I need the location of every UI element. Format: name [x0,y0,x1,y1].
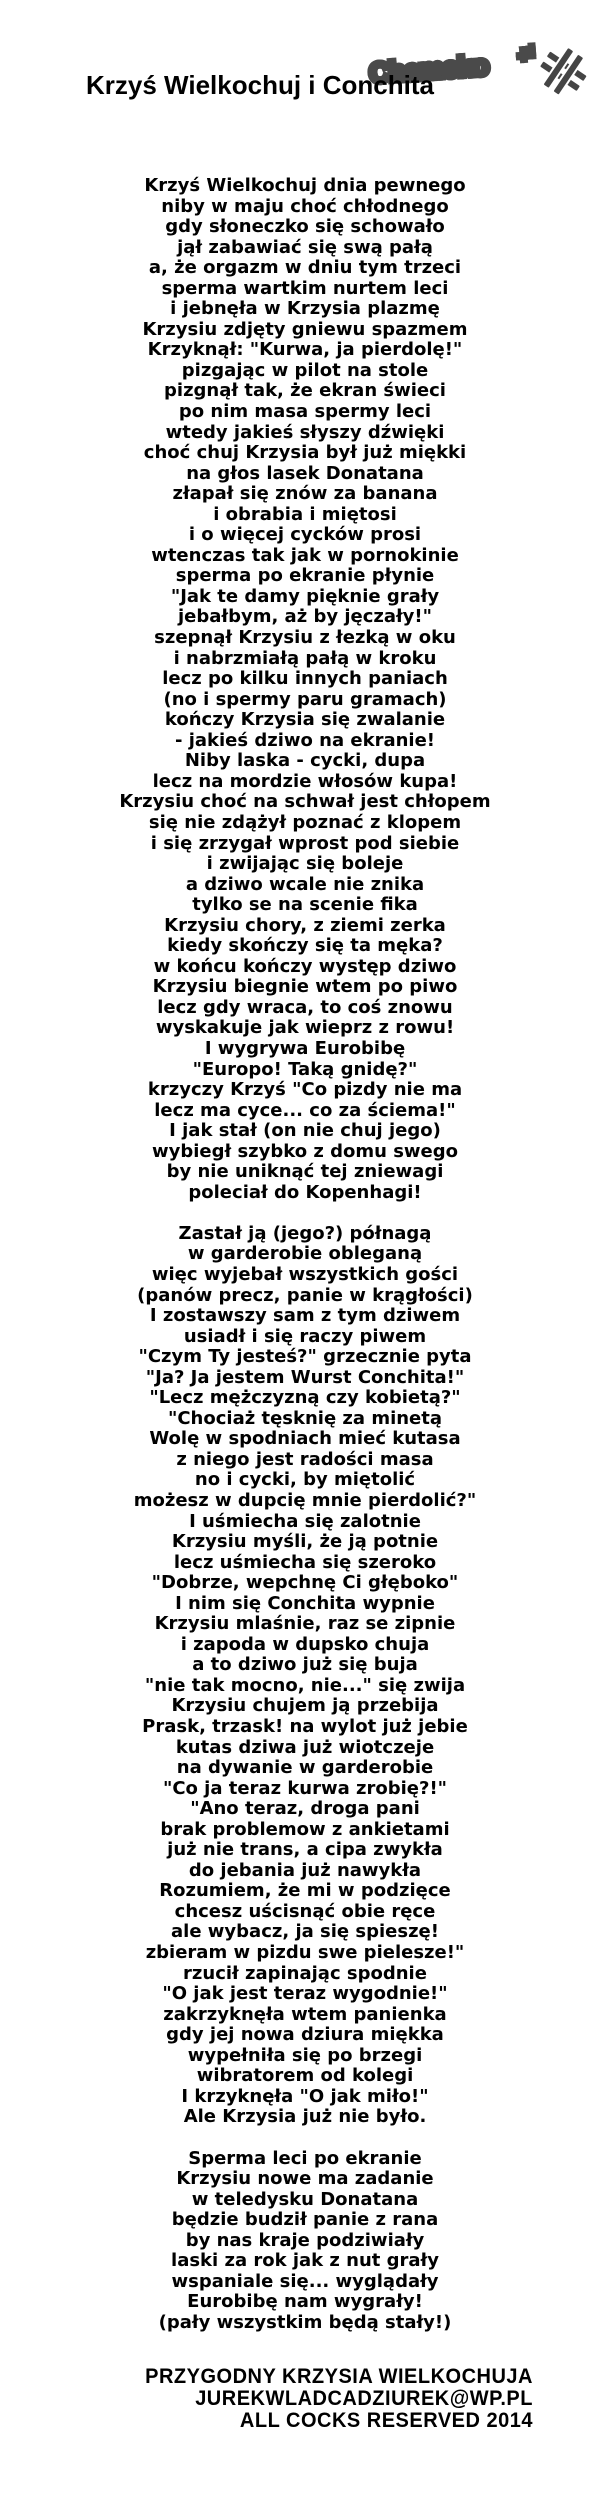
logo-brand-outline: Chamsko [368,49,490,89]
poem-line: "nie tak mocno, nie..." się zwija [144,1674,466,1696]
poem-line: kiedy skończy się ta męka? [167,935,443,957]
poem-line: po nim masa spermy leci [178,401,432,423]
poem-line: lecz na mordzie włosów kupa! [152,770,458,792]
poem-line: - jakieś dziwo na ekranie! [174,729,435,751]
footer-line: ALL COCKS RESERVED 2014 [239,2409,533,2433]
poem-line: krzyczy Krzyś "Co pizdy nie ma [147,1079,463,1101]
poem-line: ale wybacz, ja się spieszę! [171,1921,439,1943]
poem-line: I wygrywa Eurobibę [204,1037,406,1059]
poem-line: usiadł i się raczy piwem [183,1325,427,1347]
poem-line: brak problemow z ankietami [160,1818,450,1840]
poem-line: gdy słoneczko się schowało [165,216,445,238]
poem-line: "Chociaż tęsknię za minetą [167,1407,443,1429]
poem-line: sperma wartkim nurtem leci [161,277,449,299]
poem-line: I krzyknęła "O jak miło!" [181,2085,429,2107]
poem-line: "Europo! Taką gnidę?" [192,1058,418,1080]
poem-line: a, że orgazm w dniu tym trzeci [148,257,462,279]
page-title: Krzyś Wielkochuj i Conchita [86,70,434,100]
poem-line: (no i spermy paru gramach) [163,688,447,710]
poem-line: gdy jej nowa dziura miękka [166,2024,444,2046]
stanza-gap [5,2128,600,2149]
poem-line: pizgnął tak, że ekran świeci [164,380,446,402]
footer-line: JUREKWLADCADZIUREK@WP.PL [195,2387,533,2411]
poem-line: będzie budził panie z rana [171,2209,439,2231]
poem-line: kutas dziwa już wiotczeje [175,1736,435,1758]
poem-line: z niego jest radości masa [176,1448,434,1470]
poem-line: wtenczas tak jak w pornokinie [151,544,459,566]
poem-line: "Ja? Ja jestem Wurst Conchita!" [145,1366,465,1388]
poem-line: i się zrzygał wprost pod siebie [150,832,460,854]
poem-line: już nie trans, a cipa zwykła [167,1839,443,1861]
poem-line: i jebnęła w Krzysia plazmę [170,298,440,320]
poem-line: i obrabia i miętosi [213,503,397,525]
poem-line: zakrzyknęła wtem panienka [163,2003,447,2025]
poem-line: Krzysiu mlaśnie, raz se zipnie [154,1613,456,1635]
logo-tld-outline: .pl [517,43,535,62]
poem-line: laski za rok jak z nut grały [171,2250,439,2272]
poem-line: Krzysiu biegnie wtem po piwo [152,976,458,998]
poem-line: Wolę w spodniach mieć kutasa [149,1428,461,1450]
poem-line: "Dobrze, wepchnę Ci głęboko" [151,1572,459,1594]
poem-line: i nabrzmiałą pałą w kroku [173,647,437,669]
poem-line: Krzysiu chujem ją przebija [171,1695,439,1717]
logo-tld-fill: .pl [486,28,505,47]
poem-line: Krzysiu nowe ma zadanie [176,2168,434,2190]
poem-line: na dywanie w garderobie [176,1757,434,1779]
poem-line: tylko se na scenie fika [192,894,418,916]
poem-line: lecz uśmiecha się szeroko [173,1551,437,1573]
logo-brand-fill: Chamsko [312,21,434,61]
poem-line: a dziwo wcale nie znika [185,873,425,895]
poem-line: chcesz uścisnąć obie ręce [174,1900,436,1922]
footer-line: PRZYGODNY KRZYSIA WIELKOCHUJA [145,2364,533,2389]
poem-line: no i cycki, by miętolić [194,1469,416,1491]
poem-line: się nie zdążył poznać z klopem [148,811,462,833]
poem-line: I jak stał (on nie chuj jego) [169,1120,441,1142]
poem-line: w końcu kończy występ dziwo [153,955,457,977]
poem-line: jął zabawiać się swą pałą [177,236,433,258]
poem-line: Krzyś Wielkochuj dnia pewnego [144,175,466,196]
poem-line: lecz po kilku innych paniach [162,668,448,690]
poem-line: do jebania już nawykła [188,1859,422,1881]
stanza-gap [5,1203,600,1224]
poem-line: Krzysiu myśli, że ją potnie [171,1531,439,1553]
poem-line: lecz gdy wraca, to coś znowu [157,996,453,1018]
poem-line: "Jak te damy pięknie grały [170,585,440,607]
poem-line: by nas kraje podziwiały [185,2229,425,2251]
poem-line: (pały wszystkim będą stały!) [158,2311,452,2333]
poem-line: w garderobie obleganą [187,1243,423,1265]
hash-icon [536,44,592,103]
poem-line: wtedy jakieś słyszy dźwięki [165,421,445,443]
poem-line: "Lecz mężczyzną czy kobietą?" [149,1387,461,1409]
poem-line: zbieram w pizdu swe pielesze!" [145,1942,465,1964]
poem-line: rzucił zapinając spodnie [183,1962,427,1984]
poem-line: Prask, trzask! na wylot już jebie [142,1716,468,1738]
poem [5,176,600,2333]
poem-line: w teledysku Donatana [191,2188,419,2210]
poem-line: Rozumiem, że mi w podzięce [159,1880,451,1902]
poem-line: Sperma leci po ekranie [188,2147,422,2169]
poem-line: I uśmiecha się zalotnie [189,1510,421,1532]
poem-line: I zostawszy sam z tym dziwem [149,1305,461,1327]
poem-line: a to dziwo już się buja [192,1654,418,1676]
poem-line: więc wyjebał wszystkich gości [151,1263,459,1285]
poem-line: sperma po ekranie płynie [175,565,435,587]
poem-line: możesz w dupcię mnie pierdolić?" [133,1490,477,1511]
poem-line: "O jak jest teraz wygodnie!" [162,1983,448,2005]
poem-line: wybiegł szybko z domu swego [151,1140,459,1162]
poem-line: pizgając w pilot na stole [181,359,429,381]
poem-line: Zastał ją (jego?) półnagą [178,1222,432,1244]
poem-line: jebałbym, aż by jęczały!" [177,606,432,628]
poem-line: wspaniale się... wyglądały [171,2270,439,2292]
poem-line: i o więcej cycków prosi [188,524,422,546]
poem-line: i zwijając się boleje [206,853,404,875]
poem-line: i zapoda w dupsko chuja [180,1633,430,1655]
poem-line: Krzysiu zdjęty gniewu spazmem [142,318,468,340]
poem-line: złapał się znów za banana [172,483,438,505]
poem-line: (panów precz, panie w krągłości) [137,1284,473,1306]
poem-line: "Czym Ty jesteś?" grzecznie pyta [138,1346,472,1368]
poem-line: na głos lasek Donatana [186,462,424,484]
poem-line: szepnął Krzysiu z łezką w oku [154,627,456,649]
poem-line: Eurobibę nam wygrały! [187,2291,423,2313]
poem-line: poleciał do Kopenhagi! [188,1181,422,1203]
poem-line: choć chuj Krzysia był już miękki [143,442,467,464]
poem-line: Niby laska - cycki, dupa [184,750,426,772]
poem-line: lecz ma cyce... co za ściema!" [154,1099,456,1121]
poem-line: I nim się Conchita wypnie [175,1592,435,1614]
poem-line: wypełniła się po brzegi [187,2044,423,2066]
poem-line: wyskakuje jak wieprz z rowu! [155,1017,455,1039]
poem-line: Ale Krzysia już nie było. [183,2106,427,2128]
poem-line: "Ano teraz, droga pani [190,1798,420,1820]
poem-line: "Co ja teraz kurwa zrobię?!" [162,1777,448,1799]
poem-line: Krzysiu chory, z ziemi zerka [164,914,446,936]
poem-line: niby w maju choć chłodnego [161,195,449,217]
poem-line: wibratorem od kolegi [196,2065,414,2087]
poem-line: Krzysiu choć na schwał jest chłopem [119,791,491,813]
poem-line: by nie uniknąć tej zniewagi [166,1161,444,1183]
footer-credits [145,2366,533,2432]
poem-line: Krzyknął: "Kurwa, ja pierdolę!" [147,339,463,361]
poem-line: kończy Krzysia się zwalanie [164,709,446,731]
